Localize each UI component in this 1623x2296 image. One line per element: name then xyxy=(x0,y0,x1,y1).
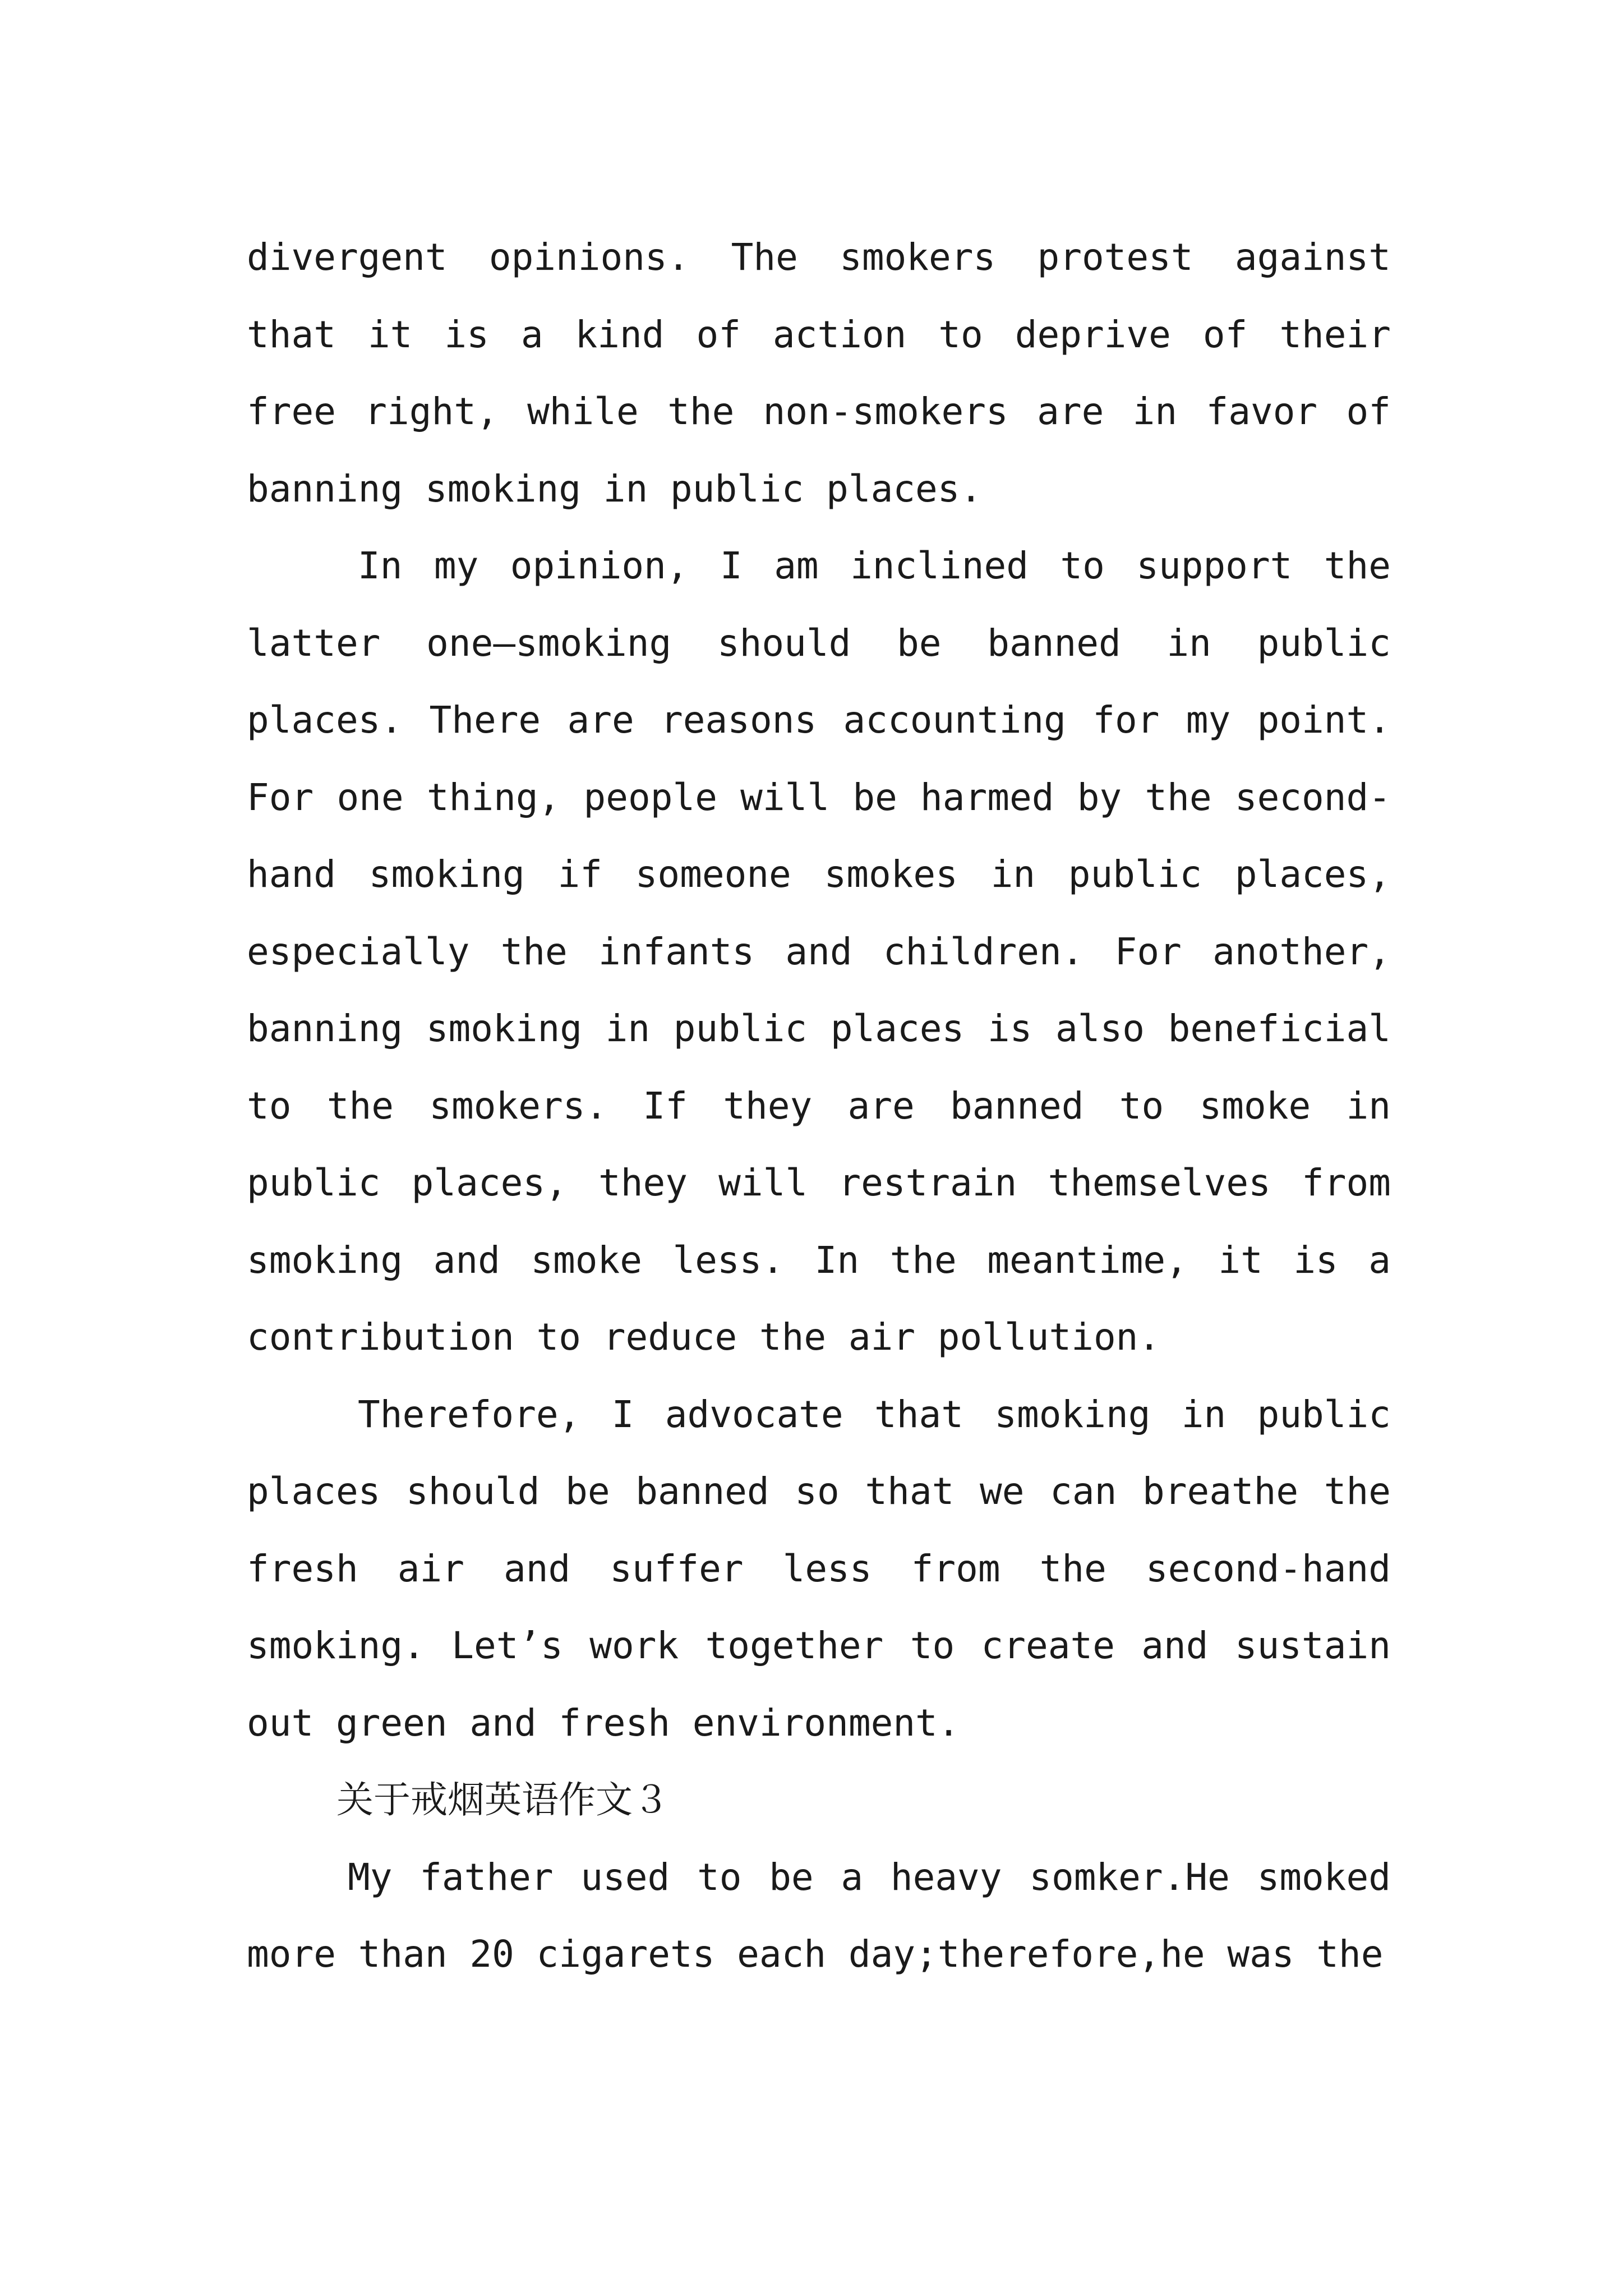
paragraph-opinions: divergent opinions. The smokers protest against that it is a kind of action to deprive of their free right, while the non-smokers are in favor of banning smoking in public places. xyxy=(247,236,1391,510)
paragraph-father: My father used to be a heavy somker.He smoked more than 20 cigarets each day;therefore,he was the xyxy=(247,1855,1391,1976)
section-heading: 关于戒烟英语作文３ xyxy=(336,1778,670,1821)
document-body xyxy=(247,219,1391,1993)
paragraph-conclusion: Therefore, I advocate that smoking in public places should be banned so that we can breathe the fresh air and suffer less from the second-hand smoking. Let’s work together to create and sustain out green and fresh environment. xyxy=(247,1392,1391,1745)
paragraph-my-opinion: In my opinion, I am inclined to support the latter one—smoking should be banned in public places. There are reasons accounting for my point. For one thing, people will be harmed by the second-hand smoking if someone smokes in public places, especially the infants and children. For another, banning smoking in public places is also beneficial to the smokers. If they are banned to smoke in public places, they will restrain themselves from smoking and smoke less. In the meantime, it is a contribution to reduce the air pollution. xyxy=(247,544,1391,1359)
